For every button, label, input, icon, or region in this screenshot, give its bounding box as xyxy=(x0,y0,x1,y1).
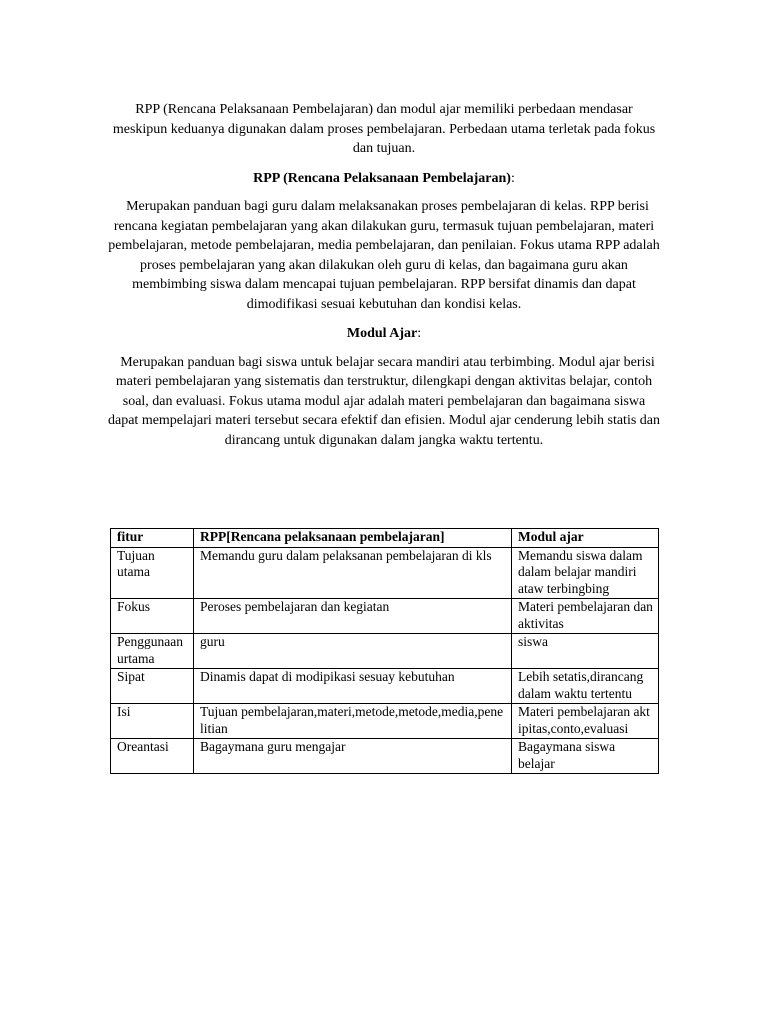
comparison-table xyxy=(110,528,659,774)
rpp-cell: Bagaymana guru mengajar xyxy=(194,739,512,774)
modul-paragraph: Merupakan panduan bagi siswa untuk belajar secara mandiri atau terbimbing. Modul ajar berisi materi pembelajaran yang sistematis dan terstruktur, dilengkapi dengan aktivitas belajar, contoh soal, dan evaluasi. Fokus utama modul ajar adalah materi pembelajaran dan bagaimana siswa dapat mempelajari materi tersebut secara efektif dan efisien. Modul ajar cenderung lebih statis dan dirancang untuk digunakan dalam jangka waktu tertentu. xyxy=(108,354,660,448)
table-row xyxy=(111,599,659,634)
table-row xyxy=(111,634,659,669)
table-row xyxy=(111,669,659,704)
rpp-cell: Memandu guru dalam pelaksanan pembelajaran di kls xyxy=(194,547,512,599)
table-row xyxy=(111,739,659,774)
modul-heading xyxy=(108,324,660,344)
modul-heading-colon: : xyxy=(417,326,422,341)
row-label: Isi xyxy=(111,704,194,739)
table-header-row xyxy=(111,529,659,548)
rpp-heading-text: RPP (Rencana Pelaksanaan Pembelajaran) xyxy=(253,170,511,186)
rpp-heading xyxy=(108,169,660,189)
modul-heading-text: Modul Ajar xyxy=(346,326,418,341)
modul-cell: Lebih setatis,dirancang dalam waktu tertentu xyxy=(512,669,659,704)
rpp-paragraph: Merupakan panduan bagi guru dalam melaksanakan proses pembelajaran di kelas. RPP berisi rencana kegiatan pembelajaran yang akan dilakukan guru, termasuk tujuan pembelajaran, materi pembelajaran, metode pembelajaran, media pembelajaran, dan penilaian. Fokus utama RPP adalah proses pembelajaran yang akan dilakukan oleh guru di kelas, dan bagaimana guru akan membimbing siswa dalam mencapai tujuan pembelajaran. RPP bersifat dinamis dan dapat dimodifikasi sesuai kebutuhan dan kondisi kelas. xyxy=(108,199,660,312)
modul-cell: siswa xyxy=(512,634,659,669)
table-row xyxy=(111,547,659,599)
rpp-cell: Tujuan pembelajaran,materi,metode,metode,media,penelitian xyxy=(194,704,512,739)
row-label: Sipat xyxy=(111,669,194,704)
intro-paragraph: RPP (Rencana Pelaksanaan Pembelajaran) dan modul ajar memiliki perbedaan mendasar meskipun keduanya digunakan dalam proses pembelajaran. Perbedaan utama terletak pada fokus dan tujuan. xyxy=(112,102,656,156)
rpp-cell: guru xyxy=(194,634,512,669)
row-label: Oreantasi xyxy=(111,739,194,774)
header-fitur: fitur xyxy=(111,529,194,548)
row-label: Fokus xyxy=(111,599,194,634)
rpp-cell: Peroses pembelajaran dan kegiatan xyxy=(194,599,512,634)
rpp-cell: Dinamis dapat di modipikasi sesuay kebutuhan xyxy=(194,669,512,704)
table-row xyxy=(111,704,659,739)
modul-cell: Materi pembelajaran dan aktivitas xyxy=(512,599,659,634)
rpp-heading-colon: : xyxy=(510,170,515,186)
header-modul: Modul ajar xyxy=(512,529,659,548)
modul-cell: Memandu siswa dalam dalam belajar mandiri ataw terbingbing xyxy=(512,547,659,599)
header-rpp: RPP[Rencana pelaksanaan pembelajaran] xyxy=(194,529,512,548)
document-page xyxy=(108,100,660,460)
row-label: Penggunaan urtama xyxy=(111,634,194,669)
row-label: Tujuan utama xyxy=(111,547,194,599)
modul-cell: Bagaymana siswa belajar xyxy=(512,739,659,774)
modul-cell: Materi pembelajaran aktipitas,conto,evaluasi xyxy=(512,704,659,739)
